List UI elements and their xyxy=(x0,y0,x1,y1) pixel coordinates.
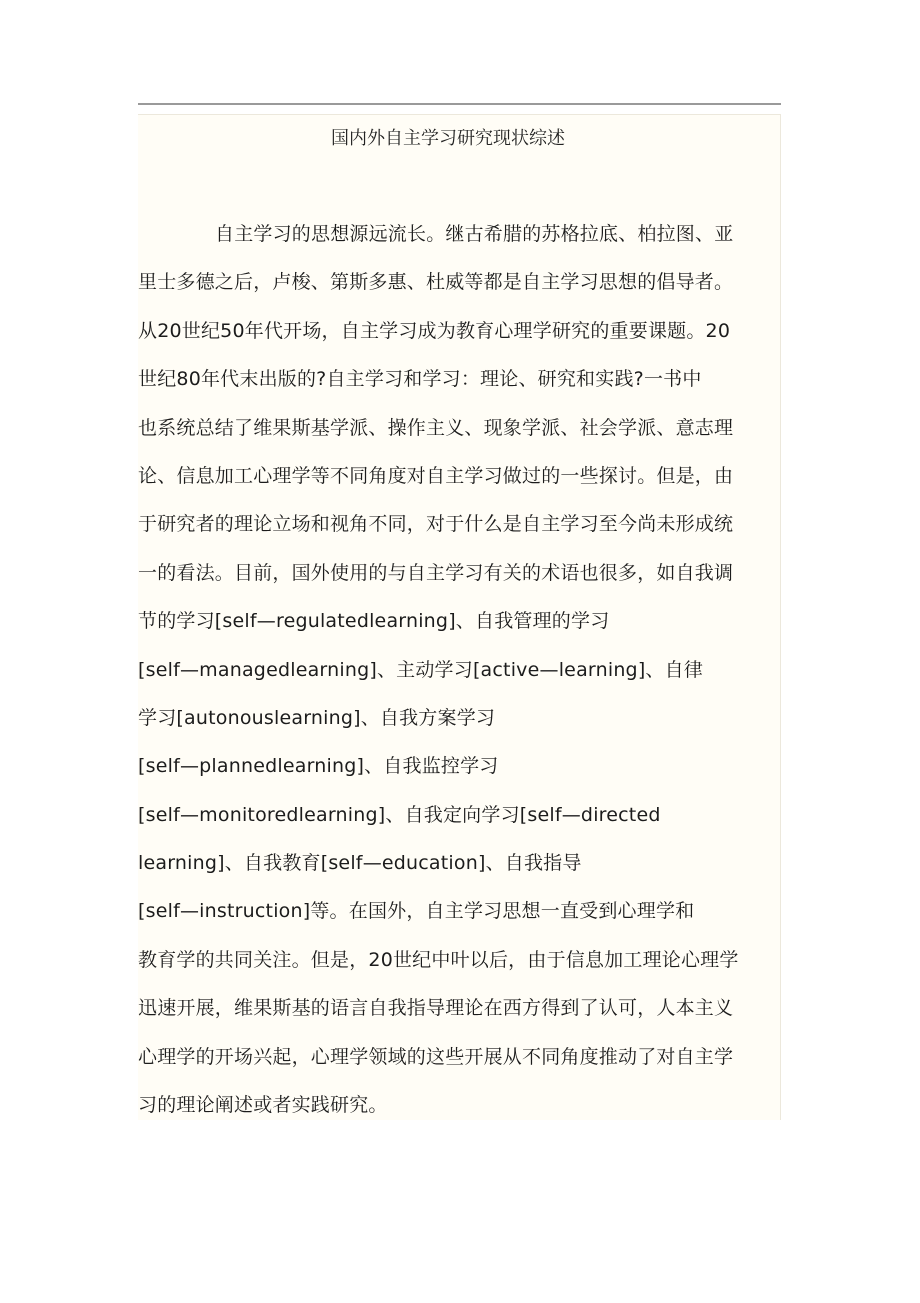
paragraph-line: [self—plannedlearning]、自我监控学习 xyxy=(138,755,499,778)
paragraph-line: [self—managedlearning]、主动学习[active—learning]、自律 xyxy=(138,658,704,681)
paragraph-line: 世纪80年代末出版的?自主学习和学习：理论、研究和实践?一书中 xyxy=(138,368,702,391)
paragraph-line: 迅速开展，维果斯基的语言自我指导理论在西方得到了认可，人本主义 xyxy=(138,997,734,1020)
paragraph-line: 里士多德之后，卢梭、第斯多惠、杜威等都是自主学习思想的倡导者。 xyxy=(138,271,734,294)
paragraph-line: 教育学的共同关注。但是，20世纪中叶以后，由于信息加工理论心理学 xyxy=(138,948,739,971)
paragraph-line: 自主学习的思想源远流长。继古希腊的苏格拉底、柏拉图、亚 xyxy=(215,223,734,245)
document-body xyxy=(138,210,744,1129)
paragraph-line: 习的理论阐述或者实践研究。 xyxy=(138,1094,388,1117)
paragraph-line: learning]、自我教育[self—education]、自我指导 xyxy=(138,852,582,875)
paragraph-line: 学习[autonouslearning]、自我方案学习 xyxy=(138,706,496,729)
paragraph-line: 节的学习[self—regulatedlearning]、自我管理的学习 xyxy=(138,610,610,633)
paragraph-line: [self—instruction]等。在国外，自主学习思想一直受到心理学和 xyxy=(138,900,695,923)
paragraph-line: 论、信息加工心理学等不同角度对自主学习做过的一些探讨。但是，由 xyxy=(138,464,734,487)
paragraph-line: 也系统总结了维果斯基学派、操作主义、现象学派、社会学派、意志理 xyxy=(138,416,734,439)
paragraph-line: 于研究者的理论立场和视角不同，对于什么是自主学习至今尚未形成统 xyxy=(138,513,734,536)
paragraph-line: 心理学的开场兴起，心理学领域的这些开展从不同角度推动了对自主学 xyxy=(138,1045,734,1068)
paragraph-line: [self—monitoredlearning]、自我定向学习[self—directed xyxy=(138,803,661,826)
top-divider xyxy=(138,103,781,105)
paragraph-line: 一的看法。目前，国外使用的与自主学习有关的术语也很多，如自我调 xyxy=(138,561,734,584)
paragraph-line: 从20世纪50年代开场，自主学习成为教育心理学研究的重要课题。20 xyxy=(138,319,731,342)
document-title: 国内外自主学习研究现状综述 xyxy=(331,128,565,149)
